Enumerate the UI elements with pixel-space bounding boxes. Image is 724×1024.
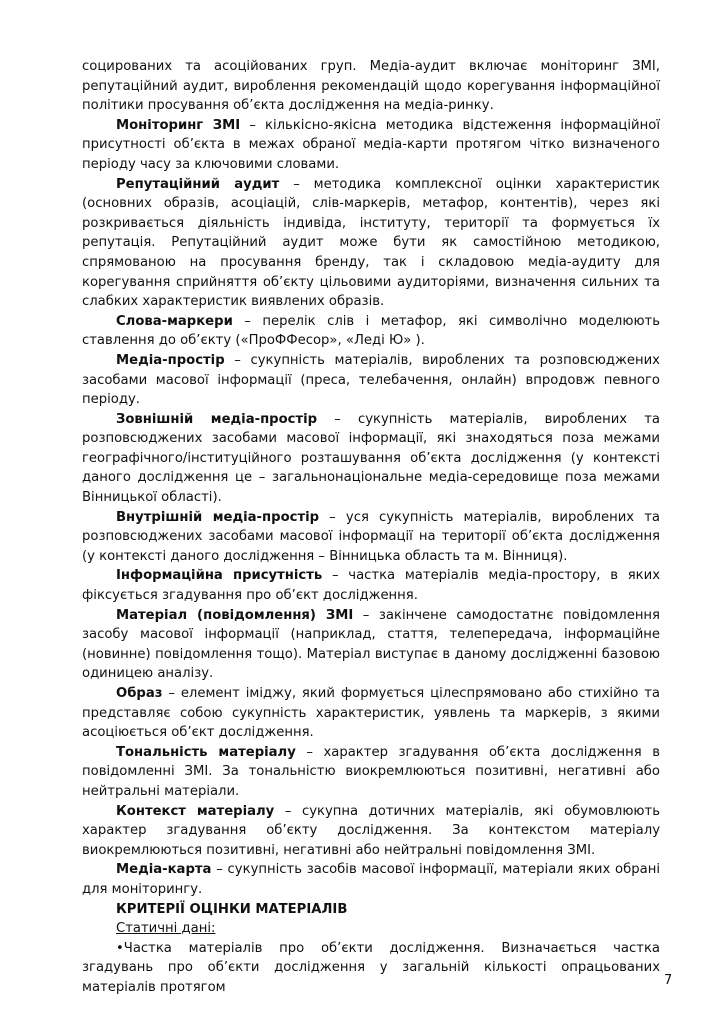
- definition-marker-words: [82, 312, 660, 351]
- definition-text: – елемент іміджу, який формується цілеспрямовано або стихійно та представляє собою сукупність характеристик, уявлень та маркерів, з якими асоціюється об’єкт дослідження.: [82, 686, 660, 741]
- definition-text: – уся сукупність матеріалів, вироблених та розповсюджених засобами масової інформації на території об’єкта дослідження (у контексті даного дослідження – Вінницька область та м. Вінниця).: [82, 509, 660, 564]
- page-number: 7: [664, 973, 673, 988]
- term-label: Моніторинг ЗМІ: [116, 117, 241, 133]
- section-heading: КРИТЕРІЇ ОЦІНКИ МАТЕРІАЛІВ: [116, 901, 348, 917]
- section-subheading: Статичні дані:: [116, 921, 216, 937]
- definition-text: – закінчене самодостатнє повідомлення засобу масової інформації (наприклад, стаття, телепередача, інформаційне (новинне) повідомлення тощо). Матеріал виступає в даному дослідженні базовою одиницею аналізу.: [82, 607, 660, 682]
- term-label: Контекст матеріалу: [116, 803, 275, 819]
- definition-reputation-audit: [82, 175, 660, 312]
- definition-media-material: [82, 606, 660, 684]
- definition-text: – кількісно-якісна методика відстеження інформаційної присутності об’єкта в межах обраної медіа-карти протягом чітко визначеного періоду часу за ключовими словами.: [82, 117, 660, 172]
- definition-image: [82, 684, 660, 743]
- definition-material-context: [82, 802, 660, 861]
- definition-monitoring: [82, 116, 660, 175]
- definition-text: – частка матеріалів медіа-простору, в яких фіксується згадування про об’єкт дослідження.: [82, 568, 660, 604]
- definition-text: – сукупність засобів масової інформації, матеріали яких обрані для моніторингу.: [82, 862, 660, 897]
- term-label: Образ: [116, 686, 163, 701]
- term-label: Медіа-простір: [116, 352, 225, 368]
- definition-text: – сукупність матеріалів, вироблених та розповсюджених засобами масової інформації, які знаходяться поза межами географічного/інституційного розташування об’єкта дослідження (у контексті даного дослідження це – загальнонаціональне медіа-середовище поза межами Вінницької області).: [82, 411, 660, 506]
- document-page: [82, 57, 660, 998]
- definition-information-presence: [82, 566, 660, 605]
- definition-text: – характер згадування об’єкта дослідження в повідомленні ЗМІ. За тональністю виокремлюються позитивні, негативні або нейтральні матеріали.: [82, 744, 661, 799]
- term-label: Інформаційна присутність: [116, 568, 323, 584]
- definition-text: – перелік слів і метафор, які символічно моделюють ставлення до об’єкту («ПроФФесор», «Леді Ю» ).: [82, 313, 660, 349]
- term-label: Медіа-карта: [116, 862, 212, 878]
- term-label: Зовнішній медіа-простір: [116, 411, 318, 427]
- term-label: Репутаційний аудит: [116, 176, 280, 192]
- term-label: Внутрішній медіа-простір: [116, 509, 320, 525]
- definition-text: – сукупна дотичних матеріалів, які обумовлюють характер згадування об’єкту дослідження. За контекстом матеріалу виокремлюються позитивні, негативні або нейтральні повідомлення ЗМІ.: [82, 803, 660, 858]
- continuation-paragraph: соцированих та асоційованих груп. Медіа-аудит включає моніторинг ЗМІ, репутаційний аудит, вироблення рекомендацій щодо корегування інформаційної політики просування об’єкта дослідження на медіа-ринку.: [82, 59, 660, 114]
- term-label: Матеріал (повідомлення) ЗМІ: [116, 607, 354, 623]
- definition-media-map: [82, 860, 660, 899]
- term-label: Слова-маркери: [116, 313, 233, 329]
- definition-text: – методика комплексної оцінки характеристик (основних образів, асоціацій, слів-маркерів, метафор, контентів), через які розкривається діяльність індивіда, інституту, території та формується їх репутація. Репутаційний аудит може бути як самостійною методикою, спрямованою на просування бренду, так і складовою медіа-аудиту для корегування сприйняття об’єкту цільовими аудиторіями, визначення сильних та слабких характеристик виявлених образів.: [82, 176, 660, 310]
- bullet-item: •Частка матеріалів про об’єкти дослідження. Визначається частка згадувань про об’єкти дослідження у загальній кількості опрацьованих матеріалів протягом: [82, 940, 660, 995]
- term-label: Тональність матеріалу: [116, 744, 296, 760]
- definition-text: – сукупність матеріалів, вироблених та розповсюджених засобами масової інформації (преса, телебачення, онлайн) впродовж певного періоду.: [82, 352, 660, 408]
- definition-material-tone: [82, 743, 660, 802]
- definition-internal-media-space: [82, 508, 660, 567]
- definition-external-media-space: [82, 410, 660, 508]
- definition-media-space: [82, 351, 660, 410]
